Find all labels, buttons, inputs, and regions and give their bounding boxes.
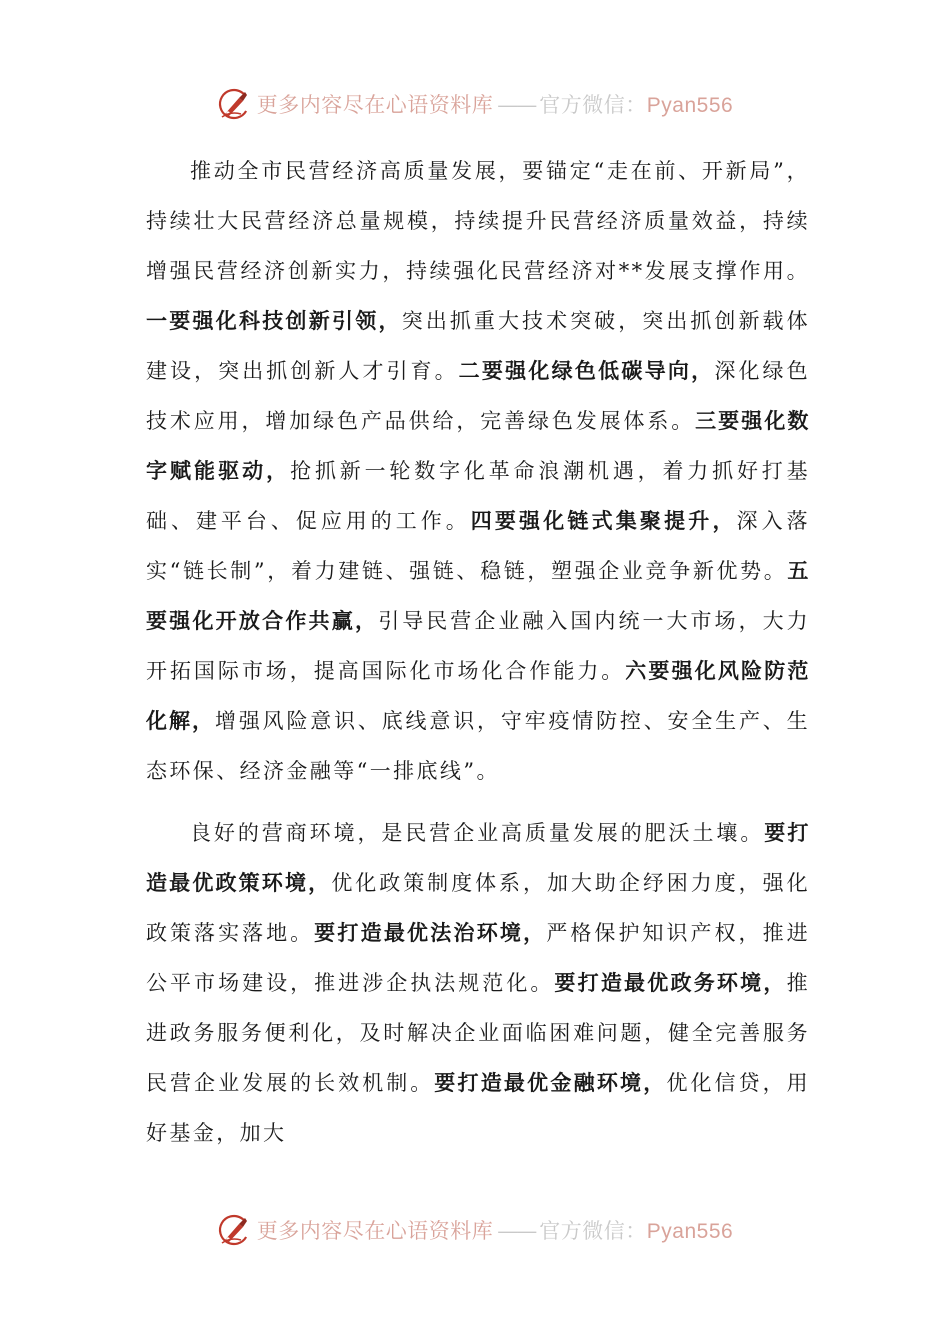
pen-nib-logo-icon [217, 87, 251, 121]
bold-heading: 三要强化数字赋能驱动， [146, 408, 811, 483]
banner-wechat-label: 官方微信： [539, 1219, 647, 1243]
banner-separator: —— [497, 93, 536, 117]
paragraph-1 [146, 146, 810, 796]
bold-heading: 六要强化风险防范化解， [146, 658, 810, 733]
banner-text [257, 89, 733, 119]
banner-wechat-id: Pyan556 [646, 1220, 734, 1243]
banner-wechat-id: Pyan556 [646, 94, 734, 117]
bold-heading: 要打造最优法治环境， [314, 920, 547, 945]
paragraph-text: 推动全市民营经济高质量发展，要锚定“走在前、开新局”，持续壮大民营经济总量规模，持续提升民营经济质量效益，持续增强民营经济创新实力，持续强化民营经济对**发展支撑作用。 [146, 159, 810, 283]
paragraph-text: 良好的营商环境，是民营企业高质量发展的肥沃土壤。 [190, 821, 765, 845]
paragraph-text: 推进政务服务便利化，及时解决企业面临困难问题，健全完善服务民营企业发展的长效机制。 [146, 971, 810, 1095]
paragraph-text: 引导民营企业融入国内统一大市场，大力开拓国际市场，提高国际化市场化合作能力。 [146, 609, 811, 683]
banner-wechat-label: 官方微信： [539, 93, 647, 117]
banner-separator: —— [497, 1219, 536, 1243]
pen-nib-logo-icon [217, 1213, 251, 1247]
paragraph-text: 深化绿色技术应用，增加绿色产品供给，完善绿色发展体系。 [146, 359, 810, 433]
banner-main-text: 更多内容尽在心语资料库 [256, 1219, 494, 1243]
paragraph-text: 严格保护知识产权，推进公平市场建设，推进涉企执法规范化。 [146, 921, 810, 995]
bold-heading: 四要强化链式集聚提升， [470, 508, 737, 533]
bold-heading: 要打造最优政策环境， [146, 820, 810, 895]
paragraph-2 [146, 808, 810, 1158]
paragraph-text: 深入落实“链长制”，着力建链、强链、稳链，塑强企业竞争新优势。 [146, 509, 811, 583]
bold-heading: 五要强化开放合作共赢， [146, 558, 810, 633]
paragraph-text: 突出抓重大技术突破，突出抓创新载体建设，突出抓创新人才引育。 [146, 309, 810, 383]
banner-main-text: 更多内容尽在心语资料库 [256, 93, 494, 117]
paragraph-text: 优化信贷，用好基金，加大 [146, 1071, 810, 1145]
banner-text [257, 1215, 733, 1245]
paragraph-text: 抢抓新一轮数字化革命浪潮机遇，着力抓好打基础、建平台、促应用的工作。 [146, 459, 810, 533]
bold-heading: 要打造最优金融环境， [434, 1070, 667, 1095]
paragraph-text: 增强风险意识、底线意识，守牢疫情防控、安全生产、生态环保、经济金融等“一排底线”。 [146, 709, 810, 783]
document-body [146, 146, 810, 1158]
footer-watermark-banner [0, 1210, 950, 1250]
bold-heading: 要打造最优政务环境， [554, 970, 787, 995]
header-watermark-banner [0, 84, 950, 124]
paragraph-text: 优化政策制度体系，加大助企纾困力度，强化政策落实落地。 [146, 871, 810, 945]
bold-heading: 一要强化科技创新引领， [146, 308, 402, 333]
bold-heading: 二要强化绿色低碳导向， [458, 358, 715, 383]
